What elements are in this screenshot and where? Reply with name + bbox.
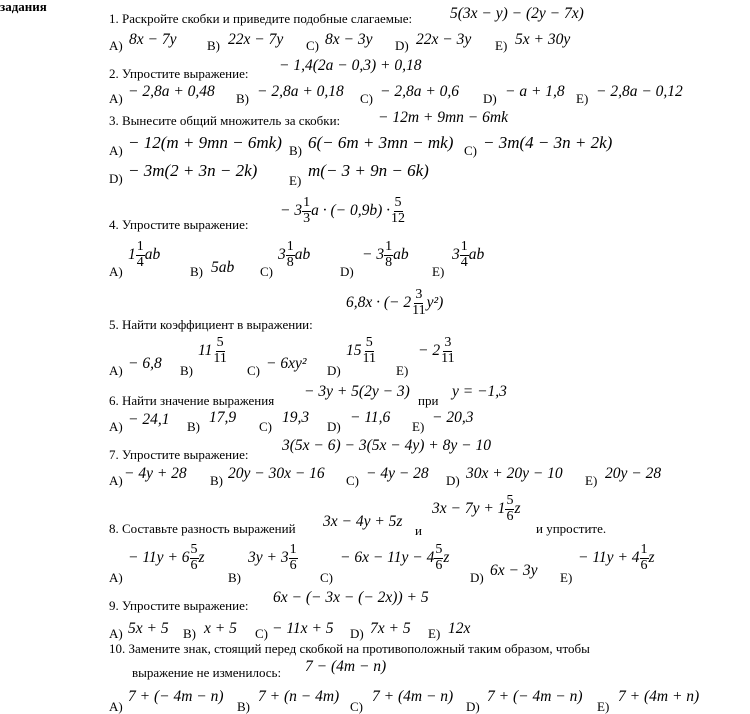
question-9-expression: 6x − (− 3x − (− 2x)) + 5: [273, 589, 429, 606]
option-c-label: C): [360, 91, 373, 106]
option-a[interactable]: − 2,8a + 0,48: [128, 83, 215, 100]
expr-part: − 6x − 11y − 4: [340, 548, 435, 566]
option-d[interactable]: − 11,6: [350, 409, 391, 426]
numerator: 5: [435, 542, 443, 557]
option-d-label: D): [350, 626, 364, 641]
option-a[interactable]: − 4y + 28: [124, 465, 187, 482]
option-d[interactable]: 6x − 3y: [490, 562, 538, 579]
option-a-label: A): [109, 699, 123, 714]
denominator: 11: [412, 302, 426, 318]
option-c[interactable]: 8x − 3y: [325, 31, 373, 48]
option-e[interactable]: 20y − 28: [605, 465, 662, 482]
option-a-label: A): [109, 143, 123, 158]
option-e[interactable]: [578, 543, 655, 573]
option-c[interactable]: − 6xy²: [266, 355, 307, 372]
expr-part: − 11y + 6: [128, 548, 190, 566]
denominator: 6: [506, 508, 514, 524]
option-b[interactable]: [248, 543, 298, 573]
option-c[interactable]: − 11x + 5: [272, 620, 334, 637]
expr-part: − 3: [280, 201, 303, 219]
fraction: [390, 196, 406, 226]
option-c[interactable]: 19,3: [282, 409, 310, 426]
question-8-expression-1: 3x − 4y + 5z: [323, 513, 403, 530]
option-b-label: B): [237, 699, 250, 714]
fraction: [136, 240, 145, 270]
option-c[interactable]: [278, 240, 310, 270]
question-3-expression: − 12m + 9mn − 6mk: [378, 109, 508, 126]
option-c-label: C): [350, 699, 363, 714]
option-e-label: E): [412, 419, 425, 434]
question-8-text: 8. Составьте разность выражений: [109, 521, 296, 536]
fraction: [190, 543, 199, 573]
denominator: 6: [640, 557, 648, 573]
numerator: 1: [640, 542, 648, 557]
numerator: 5: [190, 542, 198, 557]
fraction: [302, 196, 311, 226]
whole: 3: [452, 245, 460, 263]
question-3-text: 3. Вынесите общий множитель за скобки:: [109, 113, 341, 128]
option-b-label: B): [210, 473, 223, 488]
denominator: 11: [213, 350, 227, 366]
question-4-expression: [280, 196, 406, 226]
option-e[interactable]: m(− 3 + 9n − 6k): [308, 161, 429, 180]
option-e[interactable]: 5x + 30y: [515, 31, 571, 48]
denominator: 6: [289, 557, 297, 573]
question-10-expression: 7 − (4m − n): [305, 658, 387, 675]
option-c[interactable]: − 2,8a + 0,6: [380, 83, 460, 100]
option-c-label: C): [255, 626, 268, 641]
question-1-expression: 5(3x − y) − (2y − 7x): [450, 5, 584, 22]
question-8-tail: и упростите.: [536, 521, 607, 536]
option-e[interactable]: [418, 336, 456, 366]
option-c-label: C): [259, 419, 272, 434]
question-8-and: и: [415, 523, 422, 538]
option-a[interactable]: 7 + (− 4m − n): [128, 688, 224, 705]
option-e-label: E): [396, 363, 409, 378]
option-d-label: D): [327, 419, 341, 434]
option-a[interactable]: − 24,1: [128, 411, 170, 428]
option-d[interactable]: − a + 1,8: [505, 83, 565, 100]
expr-part: 6,8x · (− 2: [346, 293, 412, 311]
expr-part: a · (− 0,9b) ·: [311, 201, 391, 219]
numerator: 5: [365, 335, 373, 350]
whole: 3: [278, 245, 286, 263]
option-e[interactable]: 7 + (4m + n): [618, 688, 700, 705]
denominator: 11: [441, 350, 455, 366]
option-a[interactable]: [128, 240, 160, 270]
question-2-expression: − 1,4(2a − 0,3) + 0,18: [279, 57, 422, 74]
variable: ab: [144, 245, 161, 263]
option-c[interactable]: [340, 543, 449, 573]
expr-part: 3y + 3: [248, 548, 289, 566]
numerator: 1: [385, 239, 393, 254]
option-a-label: A): [109, 626, 123, 641]
option-c-label: C): [247, 363, 260, 378]
option-a[interactable]: 8x − 7y: [129, 31, 177, 48]
option-b-label: B): [183, 626, 196, 641]
option-a-label: A): [109, 91, 123, 106]
option-c-label: C): [320, 570, 333, 585]
option-b[interactable]: − 2,8a + 0,18: [257, 83, 344, 100]
denominator: 12: [391, 210, 406, 226]
option-b[interactable]: 5ab: [211, 259, 235, 276]
option-b-label: B): [180, 363, 193, 378]
fraction: [286, 240, 295, 270]
option-e-label: E): [576, 91, 589, 106]
option-d-label: D): [470, 570, 484, 585]
option-d-label: D): [327, 363, 341, 378]
option-c-label: C): [346, 473, 359, 488]
option-c[interactable]: − 4y − 28: [366, 465, 429, 482]
option-e-label: E): [560, 570, 573, 585]
option-e[interactable]: 12x: [448, 620, 471, 637]
expr-part: z: [198, 548, 205, 566]
option-c-label: C): [260, 264, 273, 279]
numerator: 3: [444, 335, 452, 350]
option-d-label: D): [483, 91, 497, 106]
option-b[interactable]: 7 + (n − 4m): [258, 688, 340, 705]
option-c-label: C): [464, 143, 477, 158]
expr-part: 3x − 7y + 1: [432, 499, 506, 517]
option-d[interactable]: 22x − 3y: [416, 31, 472, 48]
option-b[interactable]: 20y − 30x − 16: [228, 465, 325, 482]
option-d[interactable]: [346, 336, 377, 366]
option-d[interactable]: 7 + (− 4m − n): [487, 688, 583, 705]
option-a-label: A): [109, 473, 123, 488]
question-5-expression: [346, 288, 443, 318]
option-d-label: D): [340, 264, 354, 279]
denominator: 8: [385, 254, 393, 270]
option-e-label: E): [432, 264, 445, 279]
variable: ab: [294, 245, 311, 263]
whole: 15: [346, 341, 362, 359]
option-e-label: E): [495, 38, 508, 53]
section-header: задания: [0, 0, 47, 14]
option-a[interactable]: [128, 543, 205, 573]
option-c[interactable]: − 3m(4 − 3n + 2k): [483, 133, 613, 152]
option-b[interactable]: [198, 336, 228, 366]
option-e-label: E): [597, 699, 610, 714]
numerator: 1: [136, 239, 144, 254]
option-b[interactable]: 6(− 6m + 3mn − mk): [308, 133, 454, 152]
fraction: [289, 543, 298, 573]
option-e-label: E): [428, 626, 441, 641]
expr-part: − 11y + 4: [578, 548, 640, 566]
question-1-text: 1. Раскройте скобки и приведите подобные слагаемые:: [109, 11, 413, 26]
question-10-text: 10. Замените знак, стоящий перед скобкой на противоположный таким образом, чтобы: [109, 641, 590, 656]
fraction: [411, 288, 426, 318]
option-a[interactable]: − 12(m + 9mn − 6mk): [128, 133, 282, 152]
option-b-label: B): [190, 264, 203, 279]
question-9-text: 9. Упростите выражение:: [109, 598, 249, 613]
option-b[interactable]: 17,9: [209, 409, 237, 426]
denominator: 6: [435, 557, 443, 573]
fraction: [640, 543, 649, 573]
numerator: 5: [394, 195, 402, 210]
option-b-label: B): [289, 143, 302, 158]
option-d-label: D): [466, 699, 480, 714]
denominator: 11: [362, 350, 376, 366]
denominator: 4: [136, 254, 144, 270]
option-d-label: D): [446, 473, 460, 488]
expr-part: z: [648, 548, 655, 566]
option-a-label: A): [109, 363, 123, 378]
question-4-text: 4. Упростите выражение:: [109, 217, 249, 232]
numerator: 5: [216, 335, 224, 350]
option-e[interactable]: [452, 240, 484, 270]
question-2-text: 2. Упростите выражение:: [109, 66, 249, 81]
option-e[interactable]: − 20,3: [432, 409, 474, 426]
question-7-expression: 3(5x − 6) − 3(5x − 4y) + 8y − 10: [282, 437, 491, 454]
option-a[interactable]: − 6,8: [128, 355, 162, 372]
question-6-condition: y = −1,3: [452, 383, 507, 400]
option-c[interactable]: 7 + (4m − n): [372, 688, 454, 705]
option-a[interactable]: 5x + 5: [128, 620, 169, 637]
question-5-text: 5. Найти коэффициент в выражении:: [109, 317, 313, 332]
numerator: 1: [289, 542, 297, 557]
option-b-label: B): [207, 38, 220, 53]
expr-part: z: [514, 499, 521, 517]
fraction: [362, 336, 377, 366]
expr-part: z: [443, 548, 450, 566]
option-a-label: A): [109, 38, 123, 53]
numerator: 1: [460, 239, 468, 254]
option-d[interactable]: 30x + 20y − 10: [466, 465, 563, 482]
fraction: [212, 336, 227, 366]
fraction: [460, 240, 469, 270]
option-e-label: E): [585, 473, 598, 488]
option-a-label: A): [109, 264, 123, 279]
question-8-expression-2: [432, 494, 520, 524]
option-d-label: D): [109, 171, 123, 186]
option-b[interactable]: 22x − 7y: [228, 31, 284, 48]
option-d[interactable]: [362, 240, 409, 270]
numerator: 3: [415, 287, 423, 302]
option-b-label: B): [187, 419, 200, 434]
option-b-label: B): [236, 91, 249, 106]
question-6-expression: − 3y + 5(2y − 3): [304, 383, 410, 400]
numerator: 1: [286, 239, 294, 254]
whole: − 2: [418, 341, 441, 359]
numerator: 1: [303, 195, 311, 210]
whole: 11: [198, 341, 213, 359]
variable: ab: [468, 245, 485, 263]
question-10-text-2: выражение не изменилось:: [132, 665, 282, 680]
denominator: 4: [460, 254, 468, 270]
whole: − 3: [362, 245, 385, 263]
option-e[interactable]: − 2,8a − 0,12: [596, 83, 683, 100]
question-6-when: при: [418, 393, 439, 408]
fraction: [440, 336, 455, 366]
option-d[interactable]: − 3m(2 + 3n − 2k): [128, 161, 258, 180]
denominator: 6: [190, 557, 198, 573]
numerator: 5: [506, 493, 514, 508]
variable: ab: [393, 245, 409, 263]
option-d[interactable]: 7x + 5: [370, 620, 411, 637]
option-a-label: A): [109, 570, 123, 585]
option-e-label: E): [289, 173, 302, 188]
denominator: 3: [303, 210, 311, 226]
question-6-text: 6. Найти значение выражения: [109, 393, 275, 408]
fraction: [384, 240, 393, 270]
option-c-label: C): [306, 38, 319, 53]
whole: 1: [128, 245, 136, 263]
option-b-label: B): [228, 570, 241, 585]
question-7-text: 7. Упростите выражение:: [109, 447, 249, 462]
option-d-label: D): [395, 38, 409, 53]
option-b[interactable]: x + 5: [204, 620, 237, 637]
option-a-label: A): [109, 419, 123, 434]
expr-part: y²): [426, 293, 444, 311]
denominator: 8: [286, 254, 294, 270]
